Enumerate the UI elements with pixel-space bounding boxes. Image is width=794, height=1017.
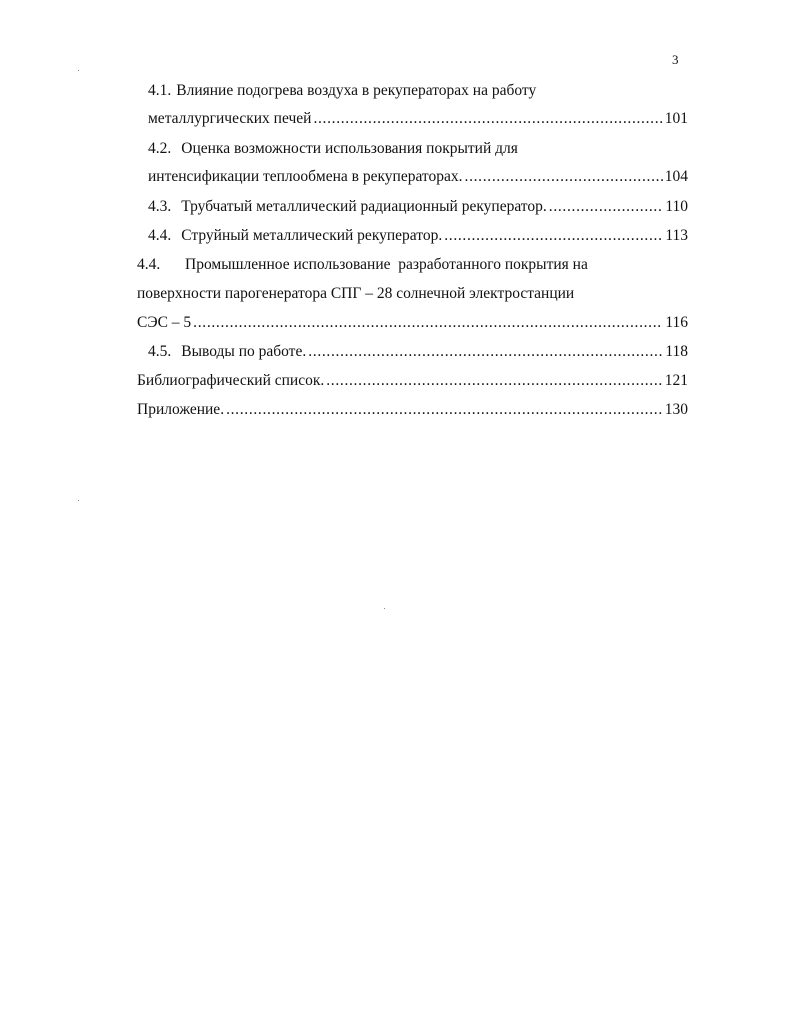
toc-leader-dots (444, 225, 663, 247)
toc-entry-title: Библиографический список. (137, 372, 325, 389)
toc-entry-4-4b-line3[interactable] (137, 312, 688, 334)
toc-entry-4-1-line2[interactable] (148, 108, 688, 130)
toc-entry-number: 4.4. (148, 227, 172, 244)
toc-entry-title: Выводы по работе. (181, 343, 307, 360)
toc-entry-4-5[interactable] (148, 341, 688, 363)
toc-leader-dots (308, 341, 663, 363)
toc-entry-4-4[interactable] (148, 225, 688, 247)
toc-entry-title-cont: СЭС – 5 (137, 314, 192, 331)
toc-entry-number: 4.5. (148, 343, 172, 360)
scan-speck (78, 500, 79, 501)
toc-entry-appendix[interactable] (137, 399, 688, 421)
page-number: 3 (672, 52, 679, 67)
toc-entry-number: 4.3. (148, 198, 172, 215)
toc-entry-title: Влияние подогрева воздуха в рекуператорах на работу (176, 82, 537, 99)
toc-entry-number: 4.1. (148, 82, 172, 99)
toc-page-number: 110 (665, 198, 688, 215)
toc-entry-title-cont: металлургических печей (148, 110, 312, 127)
toc-entry-title: Струйный металлический рекуператор. (181, 227, 443, 244)
toc-entry-4-4b-line2 (137, 283, 688, 305)
toc-leader-dots (193, 312, 663, 334)
scan-speck (384, 608, 385, 609)
toc-leader-dots (326, 370, 663, 392)
toc-entry-number: 4.4. (137, 256, 161, 273)
toc-entry-number: 4.2. (148, 140, 172, 157)
toc-page-number: 118 (665, 343, 688, 360)
toc-entry-4-3[interactable] (148, 196, 688, 218)
toc-page-number: 121 (664, 372, 688, 389)
toc-leader-dots (226, 399, 663, 421)
toc-page-number: 113 (665, 227, 688, 244)
toc-entry-4-2-line1 (148, 138, 688, 160)
toc-entry-bibliography[interactable] (137, 370, 688, 392)
toc-leader-dots (549, 196, 664, 218)
toc-leader-dots (465, 166, 663, 188)
toc-entry-4-1-line1 (148, 80, 688, 102)
toc-page-number: 130 (664, 401, 688, 418)
toc-entry-4-2-line2[interactable] (148, 166, 688, 188)
toc-entry-4-4b-line1 (137, 254, 688, 276)
toc-page-number: 104 (664, 168, 688, 185)
toc-entry-title-cont: интенсификации теплообмена в рекуператорах. (148, 168, 463, 185)
toc-entry-title: Приложение. (137, 401, 225, 418)
toc-entry-title: Оценка возможности использования покрытий для (181, 140, 518, 157)
toc-entry-title-cont: поверхности парогенератора СПГ – 28 солнечной электростанции (137, 285, 575, 302)
toc-page-number: 116 (665, 314, 688, 331)
toc-page-number: 101 (664, 110, 688, 127)
scan-speck (78, 70, 79, 71)
toc-entry-title: Трубчатый металлический радиационный рекуператор. (181, 198, 547, 215)
toc-entry-title: Промышленное использование разработанного покрытия на (185, 256, 588, 273)
toc-leader-dots (313, 108, 662, 130)
